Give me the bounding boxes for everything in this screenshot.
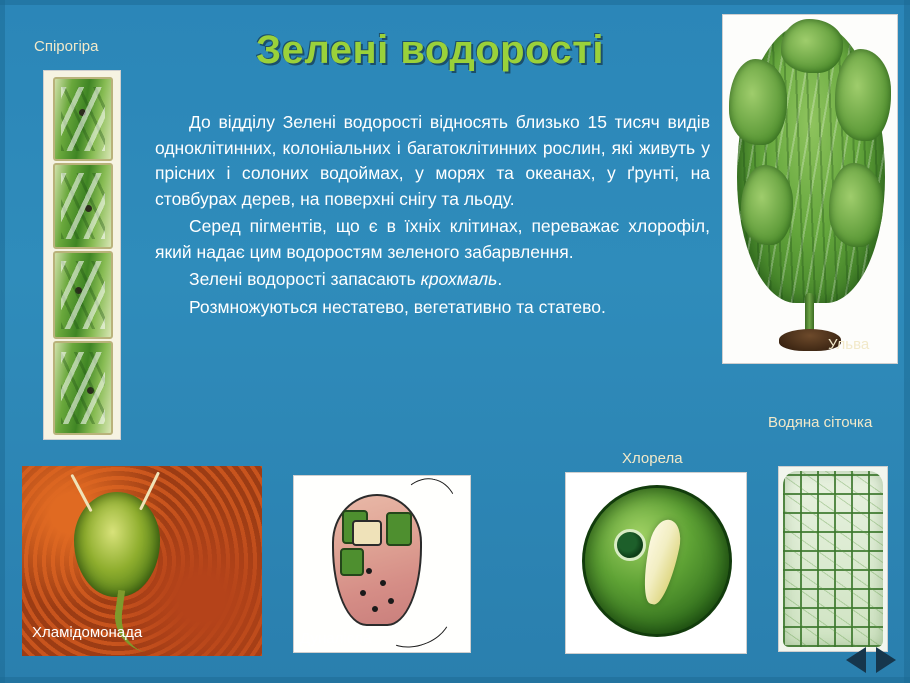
body-text <box>155 110 710 322</box>
ulva-lobe <box>835 49 891 141</box>
ulva-lobe <box>781 19 843 73</box>
spirogyra-nucleus-icon <box>75 287 82 294</box>
image-chlorella <box>565 472 747 654</box>
slide-navigation[interactable] <box>846 647 896 673</box>
paragraph-4: Розмножуються нестатево, вегетативно та статево. <box>189 296 606 317</box>
caption-chlamydomonas: Хламідомонада <box>32 624 143 641</box>
spirogyra-nucleus-icon <box>85 205 92 212</box>
caption-spirogyra: Спірогіра <box>34 38 99 55</box>
dunaliella-granule <box>360 590 366 596</box>
spirogyra-cell <box>53 163 113 249</box>
ulva-lobe <box>741 165 793 245</box>
dunaliella-granule <box>372 606 378 612</box>
dunaliella-granule <box>388 598 394 604</box>
dunaliella-chloroplast <box>340 548 364 576</box>
ulva-lobe <box>829 163 883 247</box>
triangle-left-icon[interactable] <box>846 647 866 673</box>
paragraph-3-prefix: Зелені водорості запасають <box>189 269 421 290</box>
slide-border-left <box>0 0 5 683</box>
caption-dunaliella: Дуналієла <box>300 630 372 647</box>
spirogyra-cell <box>53 251 113 339</box>
dunaliella-nucleus <box>352 520 382 546</box>
slide-border-bottom <box>0 677 910 683</box>
triangle-right-icon[interactable] <box>876 647 896 673</box>
paragraph-3 <box>155 267 710 293</box>
spirogyra-cell <box>53 77 113 161</box>
ulva-lobe <box>729 59 787 145</box>
chlorella-pyrenoid <box>614 529 646 561</box>
spirogyra-nucleus-icon <box>87 387 94 394</box>
spirogyra-cell <box>53 341 113 435</box>
paragraph-1: До відділу Зелені водорості відносять близько 15 тисяч видів одноклітинних, колоніальних і багатоклітинних рослин, які живуть у прісних і солоних водоймах, у морях та океанах, у ґрунті, на стовбурах дерев, на поверхні снігу та льоду. <box>155 112 710 209</box>
image-hydrodictyon <box>778 466 888 652</box>
caption-ulva: Ульва <box>828 336 870 353</box>
spirogyra-nucleus-icon <box>79 109 86 116</box>
slide-border-top <box>0 0 910 5</box>
slide-border-right <box>904 0 910 683</box>
hydrodictyon-net <box>783 471 883 647</box>
caption-hydrodictyon: Водяна сіточка <box>768 414 873 431</box>
page-title: Зелені водорості <box>256 28 604 72</box>
paragraph-3-suffix: . <box>497 269 503 290</box>
dunaliella-granule <box>380 580 386 586</box>
paragraph-2: Серед пігментів, що є в їхніх клітинах, переважає хлорофіл, який надає цим водоростям зеленого забарвлення. <box>155 216 710 262</box>
image-spirogyra <box>43 70 121 440</box>
dunaliella-granule <box>366 568 372 574</box>
image-dunaliella <box>293 475 471 653</box>
caption-chlorella: Хлорела <box>622 450 683 467</box>
paragraph-3-emphasis: крохмаль <box>420 269 498 290</box>
image-ulva <box>722 14 898 364</box>
